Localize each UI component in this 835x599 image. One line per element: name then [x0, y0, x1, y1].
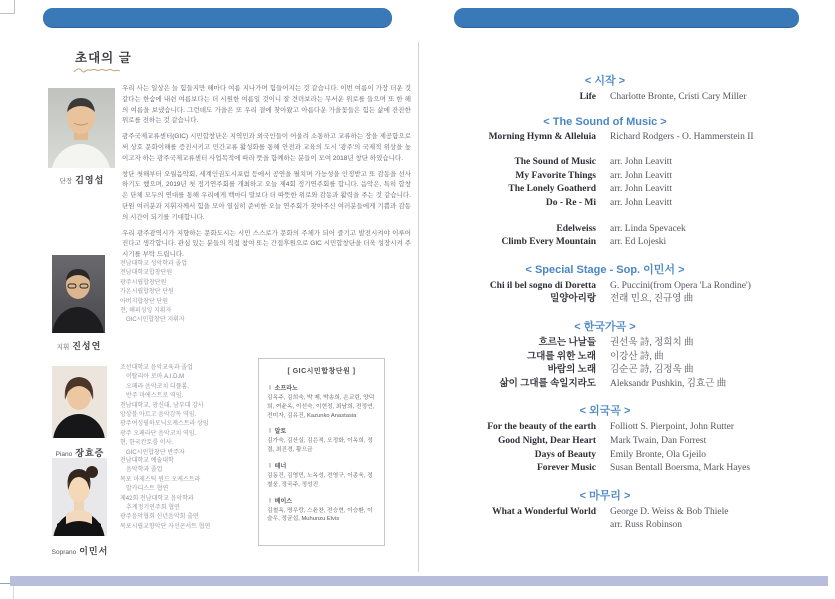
- piece-title: [432, 519, 596, 533]
- piece-composer: G. Puccini(from Opera 'La Rondine'): [610, 280, 751, 291]
- bio-line: 조선대학교 음악교육과 졸업: [120, 365, 193, 371]
- conductor-photo: [52, 255, 105, 333]
- program-section-special-stage: [432, 261, 778, 307]
- part-names: 김옥주, 김희숙, 박 제, 박송희, 손교린, 양덕희, 여윤옥, 이선숙, 이현정, 최남희, 전정연, 전미자, 김유진, Kazunko Anastasia: [267, 395, 375, 419]
- piece-title: Forever Music: [536, 463, 596, 474]
- pianist-bio: [120, 364, 270, 458]
- piece-composer: arr. Ed Lojeski: [610, 237, 667, 248]
- crop-mark: [14, 0, 15, 14]
- bio-line: 전남대학교 성악학과 졸업: [120, 261, 188, 267]
- bio-line: 아버지합창단 단원: [120, 298, 169, 305]
- piece-composer: arr. John Leavitt: [610, 197, 672, 208]
- bio-line: 목포 마제스틱 윈드 오케스트라: [120, 476, 201, 483]
- piece-composer: 권선욱 詩, 정희치 曲: [610, 337, 694, 348]
- soprano-caption: [20, 541, 140, 559]
- bio-line: 가온시립합창단 단원: [120, 289, 174, 296]
- part-label: ∣ 알토: [267, 426, 376, 435]
- part-names: 김동건, 김영민, 노옥성, 전영구, 이종욱, 정철웅, 정국주, 정성진: [267, 472, 373, 488]
- choir-members-box: [258, 358, 385, 546]
- program-section-sound-of-music: [432, 116, 778, 250]
- program-row: [432, 519, 778, 533]
- program-section-foreign-songs: [432, 402, 778, 475]
- bio-line: 반주 마에스트로 역임.: [126, 393, 184, 400]
- piece-title: For the beauty of the earth: [487, 422, 596, 433]
- section-header: < 시작 >: [584, 75, 626, 87]
- piece-title: 밀양아리랑: [550, 294, 596, 305]
- piece-title: The Lonely Goatherd: [508, 184, 596, 195]
- piece-title: Good Night, Dear Heart: [498, 435, 596, 446]
- left-page-header-bar: [43, 8, 392, 27]
- program-section-opening: [432, 72, 778, 105]
- piece-title: Days of Beauty: [534, 449, 596, 460]
- invitation-paragraph: 창단 첫해부터 오월음악회, 세계인권도시포럼 등에서 공연을 펼치며 가능성을 인정받고 또 감동을 선사하기도 했으며, 2019년 첫 정기연주회를 개최하고 오늘 제4회 정기연주회를 합니다. 음악은, 특히 합창은 단체 모두의 연대를 통해 우리에게 백마디 말보다 더 따뜻한 위로와 감동과 활력을 주는 것 같습니다. 단원 여러분과 지휘자께서 힘을 모아 열심히 준비한 오늘 연주회가 찾아주신 여러분들에게 기쁨과 감동의 시간이 되기를 기대합니다.: [122, 170, 411, 221]
- bio-line: 광주시립합창단원: [120, 279, 167, 286]
- members-section-soprano: [267, 383, 376, 420]
- piece-composer: 전래 민요, 진규영 曲: [610, 294, 694, 305]
- soprano-photo: [52, 458, 107, 536]
- program-row: [432, 364, 778, 378]
- program-row: [432, 170, 778, 184]
- piece-title: 바람의 노래: [547, 365, 596, 376]
- piece-title: What a Wonderful World: [492, 506, 596, 517]
- bio-line: 광주여성필하모닉오케스트라 상임: [120, 421, 209, 428]
- section-header: < 외국곡 >: [579, 405, 631, 418]
- program-row: [432, 293, 778, 307]
- members-section-tenor: [267, 461, 376, 490]
- program-row: [432, 449, 778, 463]
- concert-program: [432, 72, 778, 533]
- program-row: [432, 183, 778, 197]
- bio-line: 알카디스트 협연: [126, 486, 169, 493]
- members-section-alto: [267, 426, 376, 455]
- bio-line: 전남대학교, 광신대, 남부대 강사: [120, 402, 204, 409]
- program-row: [432, 131, 778, 145]
- piece-title: My Favorite Things: [515, 170, 596, 181]
- section-header: < 한국가곡 >: [574, 320, 636, 333]
- crop-mark: [0, 13, 14, 14]
- piece-title: Climb Every Mountain: [501, 237, 596, 248]
- president-role: 단장: [59, 178, 73, 185]
- bio-line: 전남대학교 예술대학: [120, 458, 174, 464]
- pianist-photo: [52, 366, 107, 438]
- piece-title: Chi il bel sogno di Doretta: [489, 280, 596, 291]
- bio-line: GIC시민합창단 반주자: [126, 449, 185, 456]
- piece-composer: 김순곤 詩, 김정욱 曲: [610, 365, 694, 376]
- bio-line: 오페라 음악코치 디플롬,: [126, 383, 189, 390]
- program-row: [432, 197, 778, 211]
- invitation-text: [122, 84, 411, 266]
- crop-mark: [13, 586, 14, 599]
- piece-composer: Folliott S. Pierpoint, John Rutter: [610, 422, 735, 433]
- program-row: [432, 236, 778, 250]
- bio-line: 이탈리아 로마 A.I.D.M: [126, 374, 185, 381]
- piece-composer: Emily Bronte, Ola Gjeilo: [610, 449, 707, 460]
- bio-line: 음악학과 졸업: [126, 467, 163, 474]
- members-section-bass: [267, 496, 376, 525]
- bio-line: 목포시립교향악단 자선콘서트 협연: [120, 523, 211, 530]
- invitation-title: 초대의 글: [75, 51, 132, 65]
- program-row: [432, 223, 778, 237]
- bio-line: GIC시민합창단 지휘자: [126, 317, 185, 324]
- piece-composer: arr. John Leavitt: [610, 170, 672, 181]
- soprano-bio: [120, 457, 270, 532]
- bio-line: 광주 오페라단 음악코치 역임.: [120, 430, 197, 437]
- section-header: < Special Stage - Sop. 이민서 >: [525, 263, 685, 276]
- part-names: 김철옥, 명우랑, 스윤찬, 전승현, 이승환, 이슬우, 정균섭, Muhunzu Elvis: [267, 507, 373, 523]
- piece-composer: arr. Russ Robinson: [610, 520, 683, 531]
- page-divider-line: [418, 42, 419, 572]
- conductor-bio: [120, 260, 270, 326]
- program-row: [432, 337, 778, 351]
- piece-composer: Aleksandr Pushkin, 김효근 曲: [610, 378, 727, 389]
- program-row: [432, 378, 778, 392]
- piece-composer: Susan Bentall Boersma, Mark Hayes: [610, 463, 751, 474]
- pianist-name: 장효증: [75, 448, 105, 458]
- invitation-paragraph: 광주국제교류센터(GIC) 시민합창단은 지역민과 외국인들이 어울려 소통하고 교류하는 장을 제공함으로써 상호 문화이해를 증진시키고 민간교류 활성화를 통해 안전과 교육의 도시 '광주'의 국제적 위상을 높이고자 하는 광주국제교류센터 사업목적에 따라 뜻을 함께하는 분들이 모여 2018년 창단 하였습니다.: [122, 133, 411, 162]
- program-row: [432, 435, 778, 449]
- members-box-title: [ GIC시민합창단원 ]: [287, 368, 356, 375]
- bio-line: 추계정기연주회 협연: [126, 505, 180, 512]
- part-label: ∣ 소프라노: [267, 383, 376, 392]
- conductor-role: 지휘: [56, 344, 70, 351]
- bottom-accent-band: [10, 576, 828, 586]
- program-section-korean-songs: [432, 318, 778, 391]
- president-photo: [48, 88, 115, 168]
- part-label: ∣ 테너: [267, 461, 376, 470]
- bio-line: 광주음악협회 신년음악회 출연: [120, 514, 199, 521]
- piece-composer: Charlotte Bronte, Cristi Cary Miller: [610, 92, 747, 102]
- program-row: [432, 351, 778, 365]
- piece-title: Do - Re - Mi: [545, 197, 596, 208]
- piece-composer: arr. John Leavitt: [610, 157, 672, 168]
- invitation-paragraph: 우리 사는 일상은 늘 힘들지만 해마다 여름 지나가며 힘들어지는 것 같습니다. 이번 여름이 가장 더운 것 같다는 한숨에 내쉰 여름보다는 더 시원한 여름일 것이니 잘 견뎌보라는 무서운 위로를 들으며 또 한 해의 여름을 보냈습니다. 그런데도 가을은 또 우리 곁에 찾아왔고 아름다운 가을꽃들은 힘든 삶에 잔잔한 위로를 전하는 것 같습니다.: [122, 85, 411, 125]
- right-page-header-bar: [454, 8, 799, 27]
- piece-composer: arr. John Leavitt: [610, 184, 672, 195]
- pianist-role: Piano: [55, 451, 73, 458]
- part-names: 김가숙, 김산실, 김은적, 오정화, 이옥희, 정 결, 최진경, 황으금: [267, 438, 373, 454]
- conductor-name: 진성연: [72, 341, 102, 351]
- soprano-name: 이민서: [79, 546, 109, 556]
- piece-title: Life: [579, 92, 596, 102]
- bio-line: 현, 한국칸토룸 이사.: [120, 440, 174, 447]
- piece-composer: George D. Weiss & Bob Thiele: [610, 506, 729, 517]
- soprano-role: Soprano: [51, 549, 77, 556]
- section-header: < 마무리 >: [579, 489, 631, 502]
- piece-title: 삶이 그대를 속일지라도: [499, 378, 596, 389]
- crop-mark: [0, 583, 10, 584]
- bio-line: 제42회 전남대학교 음악학과: [120, 495, 194, 502]
- bio-line: 앙상블 아르고 음악감독 역임.: [120, 412, 197, 419]
- program-row: [432, 156, 778, 170]
- program-row: [432, 421, 778, 435]
- piece-composer: 이강산 詩, 曲: [610, 351, 664, 362]
- piece-composer: Mark Twain, Dan Forrest: [610, 435, 707, 446]
- program-section-finale: [432, 487, 778, 533]
- part-label: ∣ 베이스: [267, 496, 376, 505]
- program-row: [432, 91, 778, 105]
- piece-title: 흐르는 나날들: [538, 337, 596, 348]
- piece-title: The Sound of Music: [514, 157, 596, 168]
- piece-title: 그대를 위한 노래: [527, 351, 596, 362]
- president-caption: [38, 170, 126, 188]
- invitation-paragraph: 우리 광주광역시가 지향하는 문화도시는 시민 스스로가 문화의 주체가 되어 즐기고 발전시켜야 이루어진다고 생각합니다. 관심 있는 분들의 직접 참여 또는 간접후원으로 GIC 시민합창단을 더욱 성장시켜 주시기를 부탁 드립니다.: [122, 229, 411, 259]
- piece-title: Morning Hymn & Alleluia: [488, 131, 596, 142]
- bio-line: 전, 해피싱잉 지휘자: [120, 308, 172, 315]
- piece-composer: Richard Rodgers - O. Hammerstein II: [610, 131, 754, 142]
- conductor-caption: [38, 336, 120, 354]
- president-name: 김영섭: [75, 175, 105, 185]
- piece-composer: arr. Linda Spevacek: [610, 223, 686, 234]
- calligraphy-ornament-icon: [73, 66, 121, 75]
- program-row: [432, 462, 778, 476]
- bio-line: 전남대학교합창단원: [120, 270, 173, 277]
- program-row: [432, 280, 778, 294]
- piece-title: Edelweiss: [556, 223, 596, 234]
- program-row: [432, 506, 778, 520]
- section-header: < The Sound of Music >: [543, 115, 667, 128]
